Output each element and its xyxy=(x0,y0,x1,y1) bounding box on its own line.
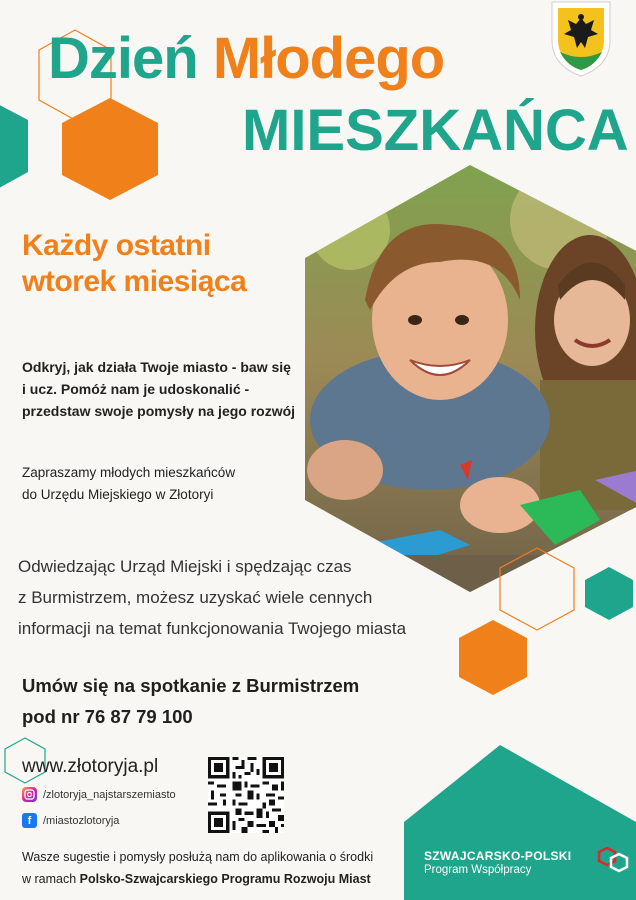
visit-line: informacji na temat funkcjonowania Twojego miasta xyxy=(18,619,407,638)
title-word-dzien: Dzień xyxy=(48,26,198,91)
invite-line: do Urzędu Miejskiego w Złotoryi xyxy=(22,487,214,502)
intro-paragraph xyxy=(22,356,302,422)
partner-name: SZWAJCARSKO-POLSKI xyxy=(424,849,572,863)
visit-line: z Burmistrzem, możesz uzyskać wiele cennych xyxy=(18,588,373,607)
footer-prefix: w ramach xyxy=(22,872,80,886)
qr-code[interactable] xyxy=(208,757,284,838)
hexagon-orange xyxy=(62,98,158,200)
website-link[interactable]: www.złotoryja.pl xyxy=(22,756,159,777)
instagram-handle: /zlotoryja_najstarszemiasto xyxy=(43,788,176,801)
hexagon-green xyxy=(585,567,633,620)
footer-line: Wasze sugestie i pomysły posłużą nam do aplikowania o środki xyxy=(22,850,374,864)
children-photo xyxy=(300,160,636,605)
invite-line: Zapraszamy młodych mieszkańców xyxy=(22,465,236,480)
subtitle-line: Każdy ostatni xyxy=(22,229,211,262)
facebook-handle: /miastozlotoryja xyxy=(43,814,120,827)
intro-line: Odkryj, jak działa Twoje miasto - baw się xyxy=(22,359,291,375)
phone-number[interactable]: pod nr 76 87 79 100 xyxy=(22,706,193,727)
cta-line: Umów się na spotkanie z Burmistrzem xyxy=(22,675,360,696)
visit-paragraph xyxy=(18,551,418,644)
call-to-action xyxy=(22,670,382,732)
invite-paragraph xyxy=(22,462,302,506)
intro-line: i ucz. Pomóż nam je udoskonalić - xyxy=(22,381,250,397)
facebook-link[interactable] xyxy=(22,813,119,828)
hexagon-green xyxy=(0,100,28,193)
footer-note xyxy=(22,846,392,890)
partner-logo-icon xyxy=(596,844,630,879)
page-title-line1 xyxy=(48,26,445,91)
hexagon-orange xyxy=(459,620,527,695)
partner-subtitle: Program Współpracy xyxy=(424,864,532,876)
page-title-line2: MIESZKAŃCA xyxy=(242,98,629,163)
visit-line: Odwiedzając Urząd Miejski i spędzając czas xyxy=(18,557,352,576)
subtitle xyxy=(22,228,282,300)
footer-line xyxy=(22,868,392,890)
program-name: Polsko-Szwajcarskiego Programu Rozwoju Miast xyxy=(79,872,371,886)
facebook-icon: f xyxy=(22,813,37,828)
intro-line: przedstaw swoje pomysły na jego rozwój xyxy=(22,403,296,419)
instagram-link[interactable] xyxy=(22,787,176,802)
subtitle-line: wtorek miesiąca xyxy=(22,265,247,298)
coat-of-arms-icon xyxy=(550,0,612,83)
instagram-icon xyxy=(22,787,37,802)
title-word-mlodego: Młodego xyxy=(212,26,445,91)
